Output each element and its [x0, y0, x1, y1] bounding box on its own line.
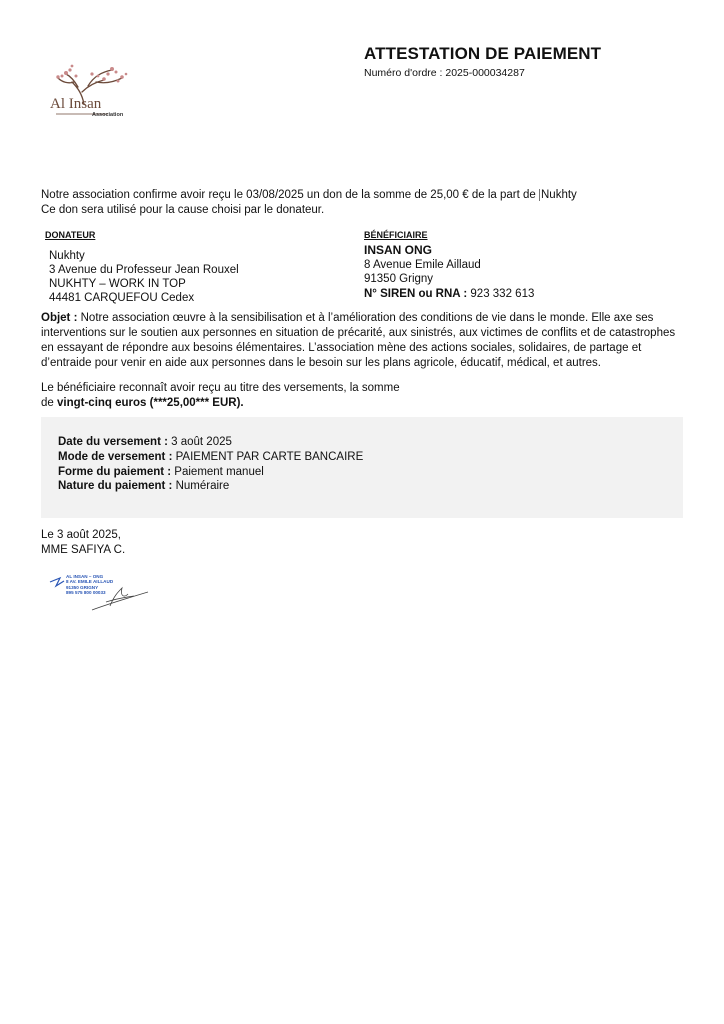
payment-date-label: Date du versement :	[58, 436, 172, 448]
association-logo	[48, 62, 138, 122]
donor-line: NUKHTY – WORK IN TOP	[49, 278, 186, 290]
stamp-line: 895 575 800 00033	[66, 590, 106, 596]
stamp-text	[66, 574, 113, 596]
payment-mode-value: PAIEMENT PAR CARTE BANCAIRE	[175, 450, 364, 463]
signatory-name: MME SAFIYA C.	[41, 544, 126, 556]
amount-in-words: vingt-cinq euros (***25,00*** EUR).	[57, 396, 244, 409]
payment-form-label: Forme du paiement :	[58, 465, 175, 478]
payment-date-value: 3 août 2025	[171, 436, 232, 448]
donor-address	[49, 249, 239, 305]
donor-line: Nukhty	[49, 250, 85, 262]
stamp-line: 8 AV. EMILE AILLAUD	[66, 579, 114, 585]
logo-text: Al Insan	[50, 96, 102, 112]
logo-subtext: Association	[92, 112, 124, 118]
payment-nature	[58, 479, 363, 494]
document-title: ATTESTATION DE PAIEMENT	[364, 44, 602, 63]
payment-details	[58, 435, 363, 494]
payment-form-value: Paiement manuel	[174, 465, 264, 478]
intro-donor-name: Nukhty	[541, 189, 577, 201]
donor-line: 44481 CARQUEFOU Cedex	[49, 292, 195, 304]
beneficiary-address-2: 91350 Grigny	[364, 273, 434, 285]
beneficiary-siren	[364, 287, 534, 302]
order-label: Numéro d'ordre :	[364, 67, 446, 79]
payment-date	[58, 435, 363, 450]
payment-nature-label: Nature du paiement :	[58, 480, 176, 493]
stamp-line: 91350 GRIGNY	[66, 584, 99, 590]
objet-text: Notre association œuvre à la sensibilisation et à l’amélioration des conditions de vie dans le monde. Elle axe ses interventions sur le soutien aux personnes en situation de précarité, aux sinistrés, aux victimes de conflits et de catastrophes en essayant de répondre aux besoins élémentaires. L’association mène des actions sociales, solidaires, de partage et d’entraide pour venir en aide aux personnes dans le besoin sur les plans agricole, éducatif, médical, et autres.	[41, 312, 676, 369]
order-value: 2025-000034287	[445, 67, 525, 79]
objet-label: Objet :	[41, 312, 81, 324]
objet-paragraph	[41, 311, 681, 371]
payment-form	[58, 465, 363, 480]
intro-paragraph	[41, 188, 681, 218]
donor-line: 3 Avenue du Professeur Jean Rouxel	[49, 264, 239, 276]
recognition-line-1: Le bénéficiaire reconnaît avoir reçu au titre des versements, la somme	[41, 382, 400, 394]
recognition-paragraph	[41, 381, 400, 410]
payment-mode	[58, 450, 363, 465]
closing-date: Le 3 août 2025,	[41, 529, 121, 541]
intro-line-1	[41, 188, 681, 203]
beneficiary-label: BÉNÉFICIAIRE	[364, 230, 428, 240]
closing	[41, 528, 125, 558]
stamp-line: AL INSAN – ONG	[66, 574, 104, 579]
intro-text: Notre association confirme avoir reçu le 03/08/2025 un don de la somme de 25,00 € de la part de	[41, 189, 539, 201]
siren-label: N° SIREN ou RNA :	[364, 287, 471, 300]
beneficiary-address	[364, 243, 534, 301]
stamp-signature	[48, 568, 152, 614]
donor-label: DONATEUR	[45, 230, 96, 240]
payment-mode-label: Mode de versement :	[58, 450, 176, 463]
beneficiary-name: INSAN ONG	[364, 243, 433, 257]
intro-line-2: Ce don sera utilisé pour la cause choisi par le donateur.	[41, 204, 325, 216]
beneficiary-address-1: 8 Avenue Emile Aillaud	[364, 258, 481, 271]
recognition-line-2	[41, 396, 400, 411]
order-number	[364, 67, 525, 79]
siren-value: 923 332 613	[470, 287, 535, 300]
payment-nature-value: Numéraire	[175, 480, 230, 493]
recognition-prefix: de	[41, 396, 57, 409]
